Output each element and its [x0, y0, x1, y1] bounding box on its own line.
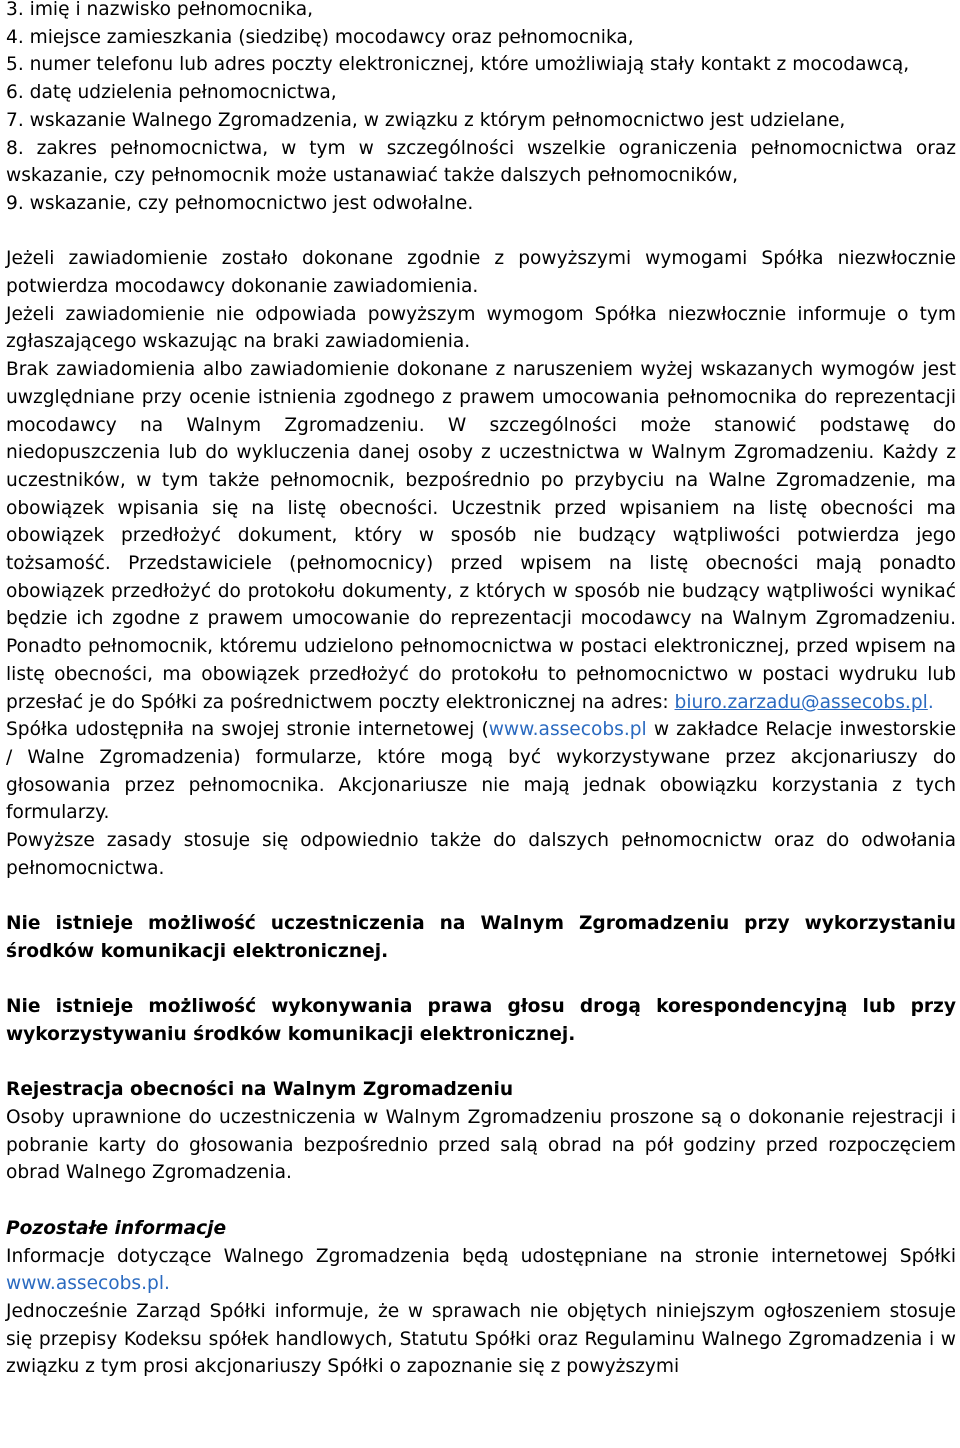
- spacer: [6, 882, 956, 910]
- period: .: [927, 691, 934, 713]
- document-page: [6, 0, 956, 1381]
- paragraph-lack-text: Brak zawiadomienia albo zawiadomienie dokonane z naruszeniem wyżej wskazanych wymogów jest uwzględniane przy ocenie istnienia zgodnego z prawem umocowania pełnomocnika do reprezentacji mocodawcy na Walnym Zgromadzeniu. W szczególności może stanowić podstawę do niedopuszczenia lub do wykluczenia danej osoby z uczestnictwa w Walnym Zgromadzeniu. Każdy z uczestników, w tym także pełnomocnik, bezpośrednio po przybyciu na Walne Zgromadzenie, ma obowiązek wpisania się na listę obecności. Uczestnik przed wpisaniem na listę obecności ma obowiązek przedłożyć dokument, który w sposób nie budzący wątpliwości potwierdza jego tożsamość. Przedstawiciele (pełnomocnicy) przed wpisem na listę obecności mają ponadto obowiązek przedłożyć do protokołu dokumenty, z których w sposób nie budzący wątpliwości wynikać będzie ich zgodne z prawem umocowanie do reprezentacji mocodawcy na Walnym Zgromadzeniu. Ponadto pełnomocnik, któremu udzielono pełnomocnictwa w postaci elektronicznej, przed wpisem na listę obecności, ma obowiązek przedłożyć do protokołu to pełnomocnictwo w postaci wydruku lub przesłać je do Spółki za pośrednictwem poczty elektronicznej na adres:: [6, 359, 956, 713]
- registration-heading: Rejestracja obecności na Walnym Zgromadzeniu: [6, 1079, 514, 1101]
- paragraph-lack-of-notice: [6, 356, 956, 716]
- notice-no-electronic-participation: Nie istnieje możliwość uczestniczenia na Walnym Zgromadzeniu przy wykorzystaniu środków komunikacji elektronicznej.: [6, 913, 956, 962]
- list-item: 8. zakres pełnomocnictwa, w tym w szczególności wszelkie ograniczenia pełnomocnictwa oraz wskazanie, czy pełnomocnik może ustanawiać także dalszych pełnomocników,: [6, 137, 956, 187]
- spacer: [6, 1049, 956, 1077]
- list-item: 6. datę udzielenia pełnomocnictwa,: [6, 82, 337, 104]
- paragraph-forms: [6, 716, 956, 827]
- list-item: 7. wskazanie Walnego Zgromadzenia, w związku z którym pełnomocnictwo jest udzielane,: [6, 109, 846, 131]
- requirements-list: [6, 0, 956, 218]
- other-info-text: [6, 1243, 956, 1298]
- paragraph-confirmation: Jeżeli zawiadomienie zostało dokonane zgodnie z powyższymi wymogami Spółka niezwłocznie potwierdza mocodawcy dokonanie zawiadomienia.: [6, 248, 956, 298]
- other-info-heading: Pozostałe informacje: [6, 1217, 227, 1239]
- other-info-website-link[interactable]: www.assecobs.pl: [6, 1273, 165, 1295]
- spacer: [6, 966, 956, 994]
- other-info-after: .: [164, 1273, 170, 1295]
- list-item: 4. miejsce zamieszkania (siedzibę) mocodawcy oraz pełnomocnika,: [6, 26, 634, 48]
- list-item: 9. wskazanie, czy pełnomocnictwo jest odwołalne.: [6, 192, 474, 214]
- paragraph-rules: Powyższe zasady stosuje się odpowiednio także do dalszych pełnomocnictw oraz do odwołania pełnomocnictwa.: [6, 830, 956, 879]
- spacer: [6, 1187, 956, 1215]
- registration-text: Osoby uprawnione do uczestniczenia w Walnym Zgromadzeniu proszone są o dokonanie rejestracji i pobranie karty do głosowania bezpośrednio przed salą obrad na pół godziny przed rozpoczęciem obrad Walnego Zgromadzenia.: [6, 1107, 956, 1184]
- spacer: [6, 218, 956, 246]
- paragraph-forms-before: Spółka udostępniła na swojej stronie internetowej (: [6, 719, 489, 741]
- list-item: 3. imię i nazwisko pełnomocnika,: [6, 0, 314, 20]
- list-item: 5. numer telefonu lub adres poczty elektronicznej, które umożliwiają stały kontakt z mocodawcą,: [6, 54, 910, 76]
- paragraph-inform: Jeżeli zawiadomienie nie odpowiada powyższym wymogom Spółka niezwłocznie informuje o tym zgłaszającego wskazując na braki zawiadomienia.: [6, 303, 956, 353]
- other-info-before: Informacje dotyczące Walnego Zgromadzenia będą udostępniane na stronie internetowej Spółki: [6, 1245, 956, 1267]
- paragraph-forms-after: w zakładce Relacje inwestorskie / Walne Zgromadzenia) formularze, które mogą być wykorzystywane przez akcjonariuszy do głosowania przez pełnomocnika. Akcjonariusze nie mają jednak obowiązku korzystania z tych formularzy.: [6, 719, 957, 824]
- website-link[interactable]: www.assecobs.pl: [488, 719, 647, 741]
- email-link[interactable]: biuro.zarzadu@assecobs.pl: [674, 691, 928, 713]
- notice-no-remote-voting: Nie istnieje możliwość wykonywania prawa głosu drogą korespondencyjną lub przy wykorzystywaniu środków komunikacji elektronicznej.: [6, 996, 956, 1045]
- closing-paragraph: Jednocześnie Zarząd Spółki informuje, że w sprawach nie objętych niniejszym ogłoszeniem stosuje się przepisy Kodeksu spółek handlowych, Statutu Spółki oraz Regulaminu Walnego Zgromadzenia i w związku z tym prosi akcjonariuszy Spółki o zapoznanie się z powyższymi: [6, 1300, 956, 1378]
